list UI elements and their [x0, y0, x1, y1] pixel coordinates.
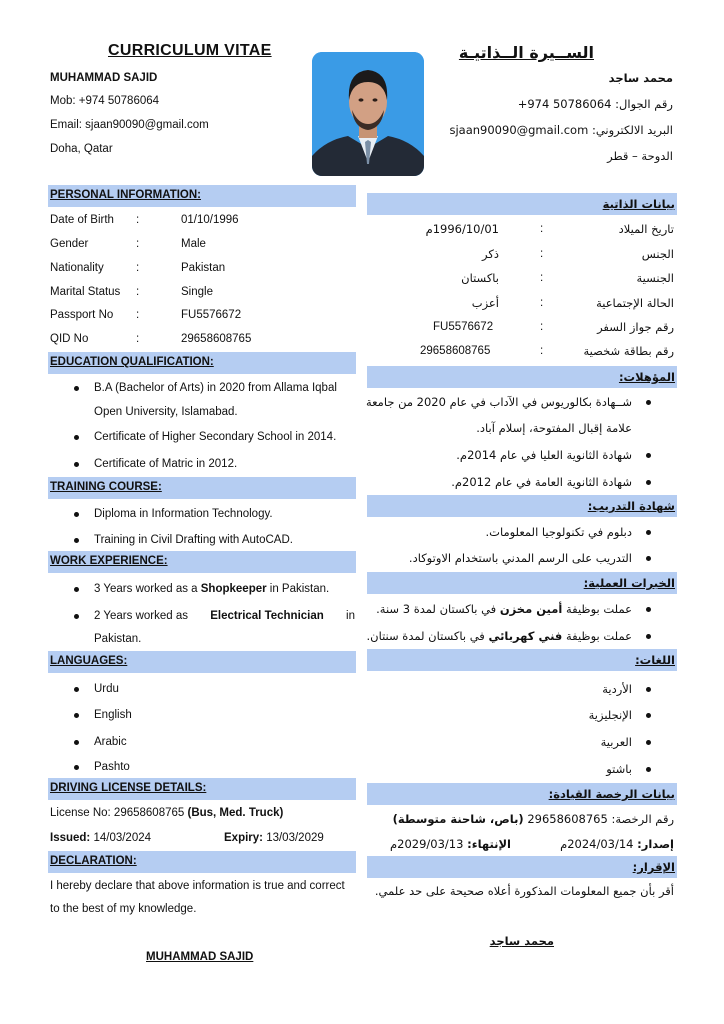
bullet-icon: [646, 453, 651, 458]
section-header-work-en: WORK EXPERIENCE:: [48, 551, 356, 573]
bullet-icon: [74, 740, 79, 745]
personal-value-ar: 1996/10/01م: [425, 222, 499, 236]
section-header-education-en: EDUCATION QUALIFICATION:: [48, 352, 356, 374]
education-item-en: Certificate of Higher Secondary School in 2014.: [94, 431, 337, 443]
signature-name-ar: محمد ساجد: [489, 934, 554, 948]
bullet-icon: [74, 614, 79, 619]
person-portrait-icon: [312, 52, 424, 176]
personal-sep-ar: :: [540, 272, 544, 284]
personal-label-ar: الحالة الإجتماعية: [596, 296, 674, 310]
bullet-icon: [646, 400, 651, 405]
email-english: Email: sjaan90090@gmail.com: [50, 119, 209, 131]
license-expiry-en: Expiry: 13/03/2029: [224, 832, 324, 844]
education-item-ar: شهادة الثانوية العليا في عام 2014م.: [456, 448, 632, 462]
language-item-ar: الأردية: [602, 682, 632, 696]
personal-value: Male: [181, 238, 206, 250]
section-header-declaration-ar: الإقرار:: [367, 856, 677, 878]
language-item-ar: باشتو: [606, 762, 632, 776]
personal-sep-ar: :: [540, 321, 544, 333]
personal-value: FU5576672: [181, 309, 242, 321]
language-item-ar: العربية: [600, 735, 632, 749]
name-english: MUHAMMAD SAJID: [50, 72, 158, 84]
work-item-en: 2 Years worked as Electrical Technician in: [94, 610, 355, 622]
language-item-ar: الإنجليزية: [588, 708, 632, 722]
language-item-en: Urdu: [94, 683, 119, 695]
bullet-icon: [74, 687, 79, 692]
work-item-ar: عملت بوظيفة فني كهربائي في باكستان لمدة سنتان.: [366, 629, 632, 643]
license-expiry-ar: الإنتهاء: 2029/03/13م: [390, 837, 511, 851]
declaration-text-en-cont: to the best of my knowledge.: [50, 903, 197, 915]
section-header-training-ar: شهادة التدريب:: [367, 495, 677, 517]
bullet-icon: [74, 713, 79, 718]
signature-name-en: MUHAMMAD SAJID: [146, 951, 254, 963]
bullet-icon: [646, 530, 651, 535]
bullet-icon: [646, 556, 651, 561]
section-header-license-en: DRIVING LICENSE DETAILS:: [48, 778, 356, 800]
personal-sep: :: [136, 286, 140, 298]
personal-label: Passport No: [50, 309, 114, 321]
bullet-icon: [646, 767, 651, 772]
personal-sep: :: [136, 333, 140, 345]
training-item-en: Diploma in Information Technology.: [94, 508, 273, 520]
location-arabic: الدوحة – قطر: [607, 149, 673, 163]
section-header-education-ar: المؤهلات:: [367, 366, 677, 388]
personal-value: Single: [181, 286, 213, 298]
personal-sep-ar: :: [540, 297, 544, 309]
education-item-ar: شهادة الثانوية العامة في عام 2012م.: [451, 475, 632, 489]
personal-sep: :: [136, 262, 140, 274]
bullet-icon: [74, 765, 79, 770]
bullet-icon: [74, 386, 79, 391]
education-item-en-cont: Open University, Islamabad.: [94, 406, 238, 418]
personal-label: QID No: [50, 333, 89, 345]
section-header-declaration-en: DECLARATION:: [48, 851, 356, 873]
mobile-english: Mob: +974 50786064: [50, 95, 160, 107]
personal-sep-ar: :: [540, 345, 544, 357]
personal-sep-ar: :: [540, 248, 544, 260]
section-header-work-ar: الخبرات العملية:: [367, 572, 677, 594]
personal-label: Marital Status: [50, 286, 121, 298]
bullet-icon: [74, 512, 79, 517]
personal-value-ar: ذكر: [482, 247, 499, 261]
personal-label-ar: رقم بطاقة شخصية: [583, 344, 674, 358]
personal-label-ar: الجنس: [641, 247, 674, 261]
language-item-en: Pashto: [94, 761, 130, 773]
profile-photo: [312, 52, 424, 176]
mobile-arabic: رقم الجوال: 50786064 974+: [517, 97, 673, 111]
personal-value-ar: 29658608765: [420, 345, 491, 357]
personal-sep: :: [136, 309, 140, 321]
name-arabic: محمد ساجد: [608, 71, 673, 85]
section-header-personal-ar: بيانات الذاتية: [367, 193, 677, 215]
personal-label-ar: الجنسية: [636, 271, 674, 285]
bullet-icon: [646, 740, 651, 745]
bullet-icon: [646, 480, 651, 485]
education-item-ar-cont: علامة إقبال المفتوحة، إسلام آباد.: [476, 421, 632, 435]
personal-label: Nationality: [50, 262, 104, 274]
email-arabic: البريد الالكتروني: sjaan90090@gmail.com: [449, 123, 673, 137]
personal-value: 01/10/1996: [181, 214, 239, 226]
personal-label-ar: رقم جواز السفر: [597, 320, 674, 334]
education-item-en: Certificate of Matric in 2012.: [94, 458, 238, 470]
personal-label: Date of Birth: [50, 214, 114, 226]
declaration-text-ar: أقر بأن جميع المعلومات المذكورة أعلاه صحيحة على حد علمي.: [374, 884, 674, 898]
location-english: Doha, Qatar: [50, 143, 113, 155]
personal-value-ar: أعزب: [471, 296, 499, 310]
personal-sep: :: [136, 238, 140, 250]
personal-sep-ar: :: [540, 223, 544, 235]
training-item-en: Training in Civil Drafting with AutoCAD.: [94, 534, 293, 546]
section-header-languages-ar: اللغات:: [367, 649, 677, 671]
license-issued-en: Issued: 14/03/2024: [50, 832, 152, 844]
personal-label: Gender: [50, 238, 89, 250]
license-issued-ar: إصدار: 2024/03/14م: [560, 837, 674, 851]
personal-value-ar: باكستان: [461, 271, 499, 285]
bullet-icon: [646, 634, 651, 639]
bullet-icon: [646, 713, 651, 718]
language-item-en: Arabic: [94, 736, 127, 748]
personal-value: Pakistan: [181, 262, 226, 274]
license-number-en: License No: 29658608765 (Bus, Med. Truck): [50, 807, 284, 819]
personal-value-ar: FU5576672: [433, 321, 494, 333]
cv-title-arabic: الســيرة الــذاتيـة: [458, 43, 594, 62]
training-item-ar: دبلوم في تكنولوجيا المعلومات.: [485, 525, 632, 539]
bullet-icon: [646, 687, 651, 692]
work-item-en-cont: Pakistan.: [94, 633, 142, 645]
bullet-icon: [74, 538, 79, 543]
bullet-icon: [74, 462, 79, 467]
education-item-ar: شــهادة بكالوريوس في الآداب في عام 2020 من جامعة: [365, 395, 632, 409]
section-header-training-en: TRAINING COURSE:: [48, 477, 356, 499]
bullet-icon: [646, 607, 651, 612]
training-item-ar: التدريب على الرسم المدني باستخدام الاوتوكاد.: [408, 551, 632, 565]
work-item-ar: عملت بوظيفة أمين مخزن في باكستان لمدة 3 سنة.: [376, 602, 632, 616]
language-item-en: English: [94, 709, 132, 721]
license-number-ar: رقم الرخصة: 29658608765 (باص، شاحنة متوسطة): [392, 812, 674, 826]
section-header-languages-en: LANGUAGES:: [48, 651, 356, 673]
personal-sep: :: [136, 214, 140, 226]
personal-value: 29658608765: [181, 333, 252, 345]
work-item-en: 3 Years worked as a Shopkeeper in Pakistan.: [94, 583, 330, 595]
personal-label-ar: تاريخ الميلاد: [618, 222, 674, 236]
section-header-personal-en: PERSONAL INFORMATION:: [48, 185, 356, 207]
cv-title-english: CURRICULUM VITAE: [108, 42, 272, 59]
bullet-icon: [74, 435, 79, 440]
bullet-icon: [74, 587, 79, 592]
education-item-en: B.A (Bachelor of Arts) in 2020 from Allama Iqbal: [94, 382, 337, 394]
declaration-text-en: I hereby declare that above information is true and correct: [50, 880, 345, 892]
section-header-license-ar: بيانات الرخصة القيادة:: [367, 783, 677, 805]
